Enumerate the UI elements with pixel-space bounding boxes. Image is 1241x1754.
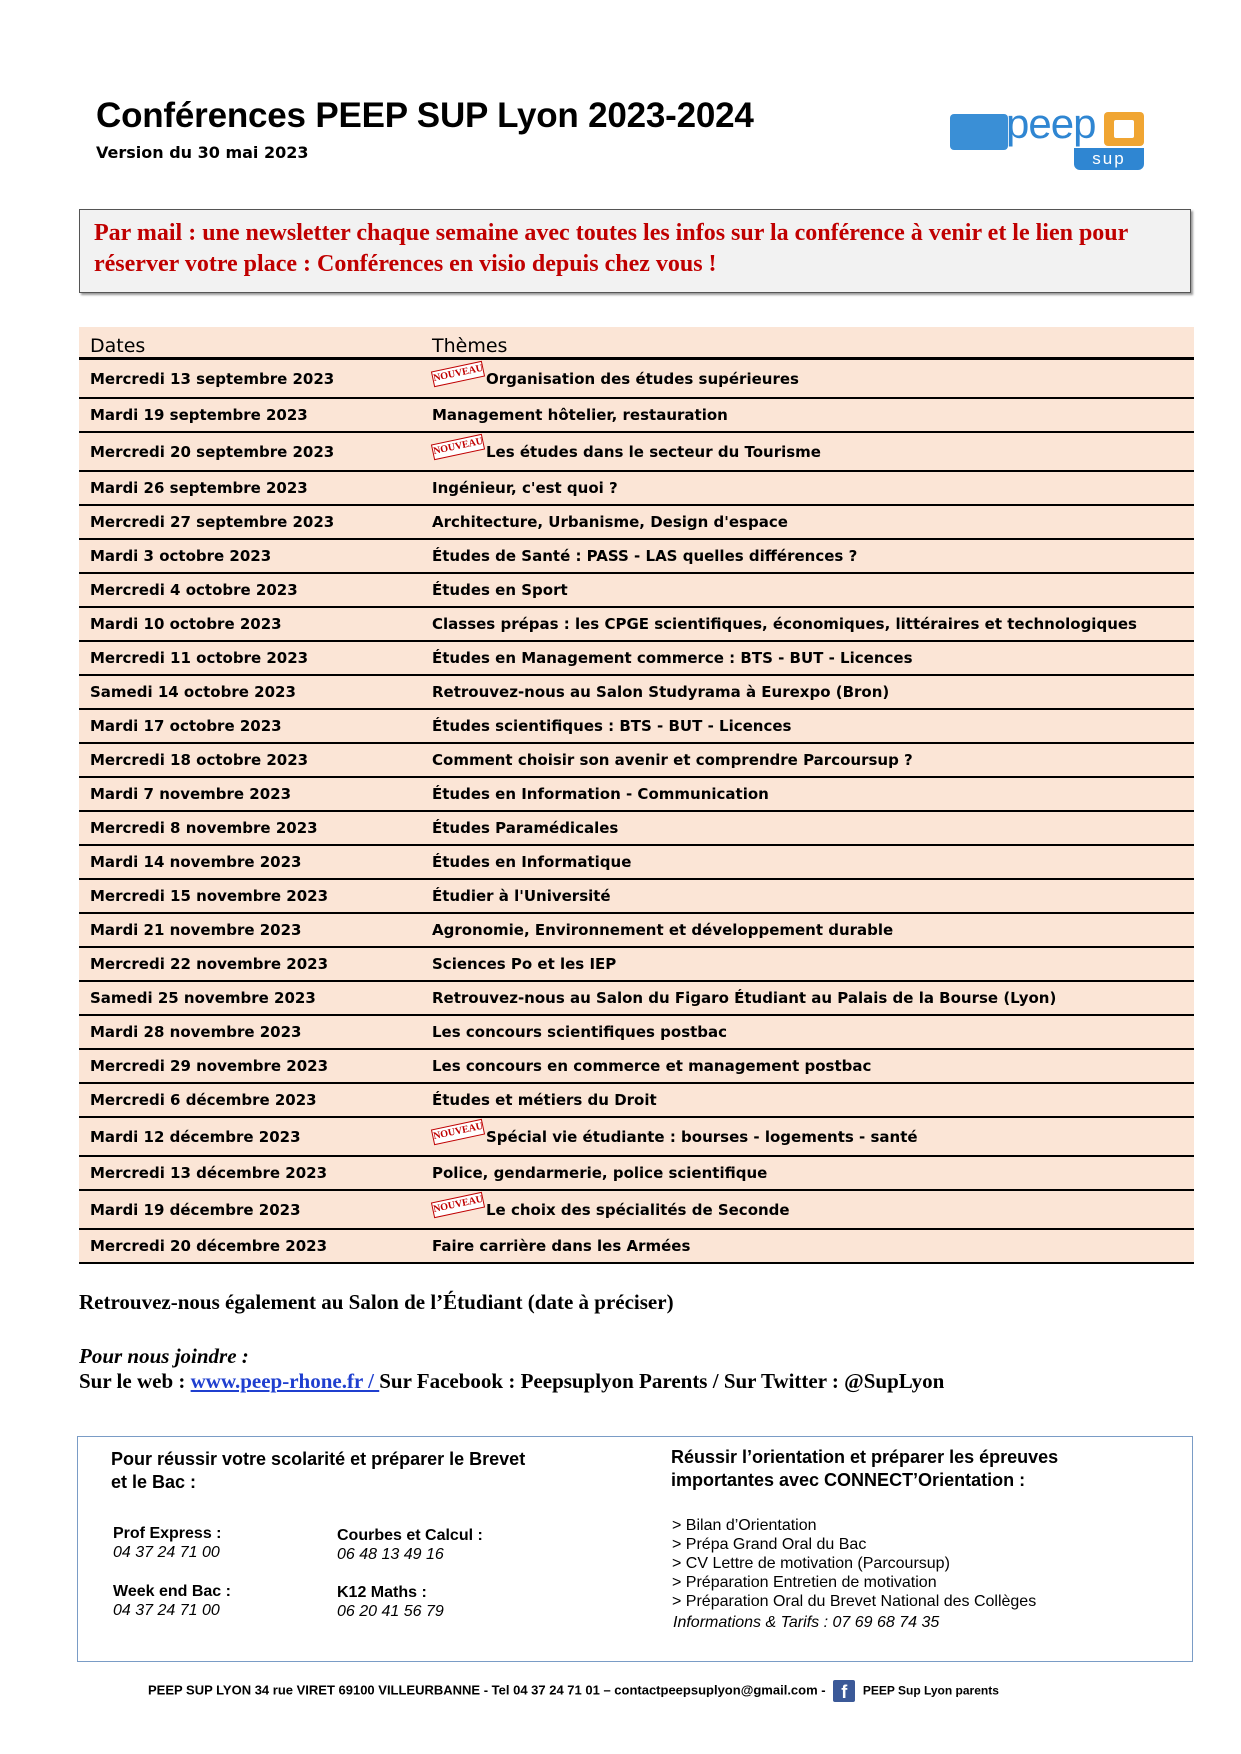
connect-services-list (672, 1516, 1036, 1611)
conference-theme-cell (421, 1190, 1194, 1229)
conference-theme: Études Paramédicales (432, 819, 619, 837)
services-box (77, 1436, 1193, 1662)
conference-theme-cell (421, 1117, 1194, 1156)
conference-theme: Études en Sport (432, 581, 568, 599)
conference-theme-cell (421, 1049, 1194, 1083)
logo-sub: sup (1074, 148, 1144, 170)
new-badge: NOUVEAU (431, 433, 485, 459)
conference-date: Mardi 19 décembre 2023 (79, 1190, 421, 1229)
version-date: Version du 30 mai 2023 (96, 143, 309, 162)
conference-date: Mardi 7 novembre 2023 (79, 777, 421, 811)
contact-heading: Pour nous joindre : (79, 1344, 249, 1368)
table-row (79, 539, 1194, 573)
column-header-themes: Thèmes (421, 327, 1194, 359)
conference-date: Mardi 28 novembre 2023 (79, 1015, 421, 1049)
conference-theme-cell (421, 471, 1194, 505)
conference-theme: Le choix des spécialités de Seconde (486, 1200, 790, 1219)
conference-theme: Agronomie, Environnement et développement durable (432, 921, 894, 939)
conference-theme-cell (421, 1015, 1194, 1049)
conference-theme-cell (421, 845, 1194, 879)
table-row (79, 743, 1194, 777)
table-row (79, 641, 1194, 675)
conference-date: Mercredi 11 octobre 2023 (79, 641, 421, 675)
service-phone: 06 48 13 49 16 (337, 1546, 444, 1563)
conference-theme: Comment choisir son avenir et comprendre Parcoursup ? (432, 751, 913, 769)
services-right-title: Réussir l’orientation et préparer les épreuves importantes avec CONNECT’Orientation : (671, 1447, 1059, 1490)
table-row (79, 1015, 1194, 1049)
conference-theme-cell (421, 947, 1194, 981)
conference-date: Samedi 14 octobre 2023 (79, 675, 421, 709)
list-item: > Préparation Oral du Brevet National des Collèges (672, 1593, 1037, 1610)
people-icon (950, 114, 1008, 150)
service-phone: 04 37 24 71 00 (113, 1544, 220, 1561)
conference-date: Mardi 10 octobre 2023 (79, 607, 421, 641)
conference-theme: Retrouvez-nous au Salon Studyrama à Eurexpo (Bron) (432, 683, 890, 701)
conference-date: Mercredi 22 novembre 2023 (79, 947, 421, 981)
new-badge: NOUVEAU (431, 360, 485, 386)
conference-date: Mercredi 18 octobre 2023 (79, 743, 421, 777)
table-row (79, 709, 1194, 743)
conference-theme-cell (421, 1229, 1194, 1263)
contact-line (79, 1369, 944, 1394)
conference-date: Mardi 21 novembre 2023 (79, 913, 421, 947)
table-row (79, 1190, 1194, 1229)
conference-theme-cell (421, 607, 1194, 641)
table-row (79, 947, 1194, 981)
conference-theme: Classes prépas : les CPGE scientifiques, économiques, littéraires et technologiques (432, 615, 1137, 633)
conference-theme: Faire carrière dans les Armées (432, 1237, 691, 1255)
facebook-page-label: PEEP Sup Lyon parents (862, 1683, 999, 1698)
table-row (79, 1049, 1194, 1083)
conference-theme: Étudier à l'Université (432, 887, 611, 905)
web-prefix: Sur le web : (79, 1369, 191, 1393)
conference-theme-cell (421, 1156, 1194, 1190)
conference-theme-cell (421, 359, 1194, 399)
conference-date: Mercredi 4 octobre 2023 (79, 573, 421, 607)
table-row (79, 1083, 1194, 1117)
page-title: Conférences PEEP SUP Lyon 2023-2024 (96, 96, 754, 135)
conference-date: Mercredi 8 novembre 2023 (79, 811, 421, 845)
table-row (79, 981, 1194, 1015)
conference-date: Mardi 14 novembre 2023 (79, 845, 421, 879)
conference-date: Mardi 19 septembre 2023 (79, 398, 421, 432)
newsletter-text: Par mail : une newsletter chaque semaine avec toutes les infos sur la conférence à venir et le lien pour réserver votre place : Conférences en visio depuis chez vous ! (94, 220, 1128, 277)
conference-theme: Études en Information - Communication (432, 785, 769, 803)
conference-date: Mercredi 27 septembre 2023 (79, 505, 421, 539)
service-name: Prof Express : (113, 1525, 222, 1542)
conference-date: Mardi 12 décembre 2023 (79, 1117, 421, 1156)
newsletter-notice (79, 209, 1191, 293)
conference-date: Mercredi 20 septembre 2023 (79, 432, 421, 471)
conference-theme: Spécial vie étudiante : bourses - logements - santé (486, 1127, 918, 1146)
new-badge: NOUVEAU (431, 1191, 485, 1217)
facebook-icon[interactable]: f (833, 1680, 855, 1702)
conference-date: Mercredi 15 novembre 2023 (79, 879, 421, 913)
conference-theme-cell (421, 709, 1194, 743)
conference-theme: Les concours scientifiques postbac (432, 1023, 728, 1041)
social-accounts: Sur Facebook : Peepsuplyon Parents / Sur Twitter : @SupLyon (379, 1369, 945, 1393)
list-item: > Bilan d’Orientation (672, 1517, 817, 1534)
conference-date: Mercredi 29 novembre 2023 (79, 1049, 421, 1083)
connect-tarifs: Informations & Tarifs : 07 69 68 74 35 (673, 1614, 940, 1631)
conference-theme: Organisation des études supérieures (486, 369, 799, 388)
conference-table (79, 327, 1194, 1264)
table-row (79, 675, 1194, 709)
list-item: > CV Lettre de motivation (Parcoursup) (672, 1555, 950, 1572)
table-row (79, 1156, 1194, 1190)
table-row (79, 398, 1194, 432)
conference-theme: Sciences Po et les IEP (432, 955, 617, 973)
conference-date: Mardi 26 septembre 2023 (79, 471, 421, 505)
table-row (79, 573, 1194, 607)
table-row (79, 607, 1194, 641)
service-name: Courbes et Calcul : (337, 1527, 483, 1544)
table-row (79, 1229, 1194, 1263)
conference-theme: Retrouvez-nous au Salon du Figaro Étudiant au Palais de la Bourse (Lyon) (432, 989, 1057, 1007)
conference-theme-cell (421, 913, 1194, 947)
service-name: Week end Bac : (113, 1583, 231, 1600)
conference-date: Mercredi 13 décembre 2023 (79, 1156, 421, 1190)
column-header-dates: Dates (79, 327, 421, 359)
conference-theme-cell (421, 981, 1194, 1015)
conference-date: Mercredi 6 décembre 2023 (79, 1083, 421, 1117)
peep-sup-logo (950, 100, 1150, 174)
table-row (79, 1117, 1194, 1156)
services-left-title: Pour réussir votre scolarité et préparer le Brevet et le Bac : (111, 1449, 526, 1492)
conference-theme-cell (421, 398, 1194, 432)
list-item: > Préparation Entretien de motivation (672, 1574, 937, 1591)
conference-theme: Police, gendarmerie, police scientifique (432, 1164, 768, 1182)
conference-theme: Études de Santé : PASS - LAS quelles différences ? (432, 547, 858, 565)
service-name: K12 Maths : (337, 1584, 427, 1601)
table-row (79, 471, 1194, 505)
conference-theme-cell (421, 641, 1194, 675)
table-row (79, 432, 1194, 471)
conference-theme: Ingénieur, c'est quoi ? (432, 479, 618, 497)
conference-theme: Études en Management commerce : BTS - BUT - Licences (432, 649, 913, 667)
conference-theme-cell (421, 879, 1194, 913)
conference-theme: Management hôtelier, restauration (432, 406, 728, 424)
conference-theme-cell (421, 573, 1194, 607)
service-phone: 06 20 41 56 79 (337, 1603, 444, 1620)
conference-date: Mardi 3 octobre 2023 (79, 539, 421, 573)
conference-theme: Études en Informatique (432, 853, 632, 871)
conference-date: Mardi 17 octobre 2023 (79, 709, 421, 743)
conference-theme-cell (421, 777, 1194, 811)
logo-word: peep (1006, 100, 1096, 147)
conference-theme: Études scientifiques : BTS - BUT - Licences (432, 717, 792, 735)
conference-date: Mercredi 13 septembre 2023 (79, 359, 421, 399)
table-row (79, 359, 1194, 399)
list-item: > Prépa Grand Oral du Bac (672, 1536, 867, 1553)
conference-theme-cell (421, 432, 1194, 471)
conference-theme-cell (421, 743, 1194, 777)
conference-theme-cell (421, 811, 1194, 845)
table-row (79, 879, 1194, 913)
table-row (79, 811, 1194, 845)
conference-date: Samedi 25 novembre 2023 (79, 981, 421, 1015)
service-phone: 04 37 24 71 00 (113, 1602, 220, 1619)
table-row (79, 505, 1194, 539)
conference-date: Mercredi 20 décembre 2023 (79, 1229, 421, 1263)
conference-theme-cell (421, 675, 1194, 709)
conference-theme: Les concours en commerce et management postbac (432, 1057, 872, 1075)
footer-address: PEEP SUP LYON 34 rue VIRET 69100 VILLEURBANNE - Tel 04 37 24 71 01 – contactpeepsuplyon@gmail.com - (148, 1682, 826, 1698)
table-row (79, 845, 1194, 879)
salon-note: Retrouvez-nous également au Salon de l’Étudiant (date à préciser) (79, 1290, 674, 1314)
new-badge: NOUVEAU (431, 1118, 485, 1144)
book-icon (1104, 112, 1144, 146)
conference-theme-cell (421, 539, 1194, 573)
conference-theme-cell (421, 1083, 1194, 1117)
conference-theme: Études et métiers du Droit (432, 1091, 657, 1109)
table-row (79, 777, 1194, 811)
conference-theme: Architecture, Urbanisme, Design d'espace (432, 513, 788, 531)
conference-theme: Les études dans le secteur du Tourisme (486, 442, 821, 461)
table-header-row (79, 327, 1194, 359)
footer (148, 1680, 999, 1702)
table-row (79, 913, 1194, 947)
conference-theme-cell (421, 505, 1194, 539)
website-link[interactable]: www.peep-rhone.fr / (190, 1369, 380, 1393)
